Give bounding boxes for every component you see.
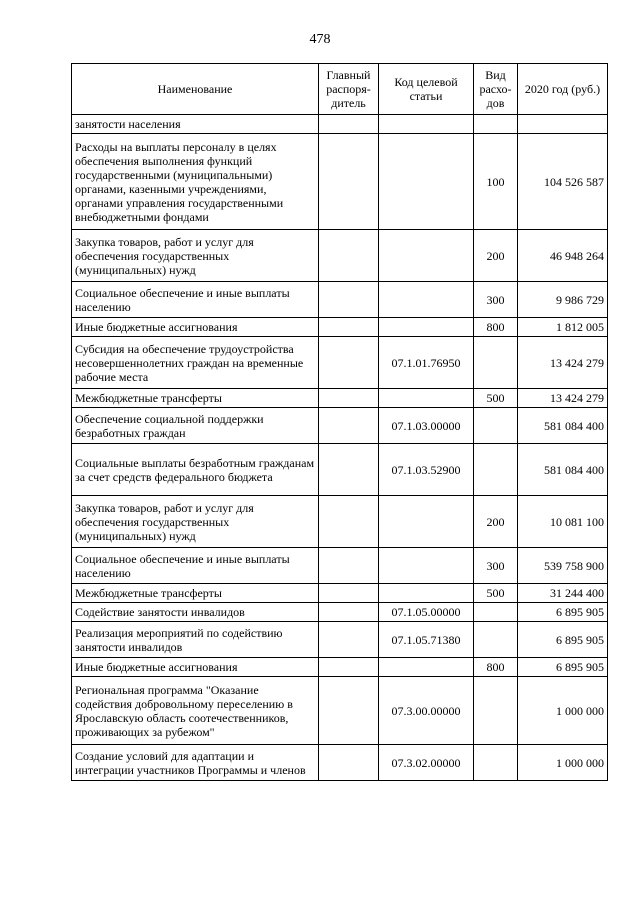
cell-name: Создание условий для адаптации и интеграции участников Программы и членов [72,745,319,781]
cell-amount: 539 758 900 [518,548,608,584]
table-row [72,444,608,496]
cell-kind [474,337,518,389]
cell-kind: 300 [474,282,518,318]
cell-kind: 100 [474,134,518,230]
header-amount: 2020 год (руб.) [518,64,608,115]
budget-table [71,63,608,781]
cell-name: Иные бюджетные ассигнования [72,658,319,677]
table-row [72,134,608,230]
cell-admin [319,603,379,622]
cell-name: Региональная программа "Оказание содействия добровольному переселению в Ярославскую область соотечественников, проживающих за рубежом" [72,677,319,745]
cell-admin [319,282,379,318]
cell-admin [319,677,379,745]
cell-kind [474,603,518,622]
table-row [72,318,608,337]
cell-name: занятости населения [72,115,319,134]
table-row [72,115,608,134]
table-row [72,658,608,677]
cell-name: Межбюджетные трансферты [72,584,319,603]
cell-code [379,282,474,318]
cell-code [379,584,474,603]
cell-code [379,134,474,230]
cell-code [379,115,474,134]
table-row [72,622,608,658]
header-kind: Вид расхо-дов [474,64,518,115]
cell-amount: 31 244 400 [518,584,608,603]
cell-amount: 46 948 264 [518,230,608,282]
cell-admin [319,584,379,603]
cell-kind [474,115,518,134]
cell-amount: 9 986 729 [518,282,608,318]
cell-name: Закупка товаров, работ и услуг для обеспечения государственных (муниципальных) нужд [72,230,319,282]
cell-kind: 800 [474,658,518,677]
cell-code [379,658,474,677]
cell-amount: 104 526 587 [518,134,608,230]
table-row [72,548,608,584]
header-code: Код целевой статьи [379,64,474,115]
cell-admin [319,408,379,444]
cell-code [379,548,474,584]
table-row [72,496,608,548]
cell-code [379,496,474,548]
cell-code: 07.3.02.00000 [379,745,474,781]
page-number: 478 [309,32,331,47]
cell-code [379,389,474,408]
cell-admin [319,548,379,584]
cell-code: 07.1.05.71380 [379,622,474,658]
cell-kind: 500 [474,389,518,408]
cell-name: Социальные выплаты безработным гражданам за счет средств федерального бюджета [72,444,319,496]
cell-amount: 1 000 000 [518,745,608,781]
table-header-row [72,64,608,115]
cell-amount: 6 895 905 [518,622,608,658]
header-name: Наименование [72,64,319,115]
table-row [72,230,608,282]
cell-kind: 200 [474,496,518,548]
cell-amount: 1 812 005 [518,318,608,337]
cell-code: 07.1.03.00000 [379,408,474,444]
cell-admin [319,622,379,658]
cell-code [379,230,474,282]
cell-admin [319,389,379,408]
cell-name: Межбюджетные трансферты [72,389,319,408]
cell-amount: 10 081 100 [518,496,608,548]
cell-admin [319,337,379,389]
cell-name: Социальное обеспечение и иные выплаты населению [72,548,319,584]
table-row [72,677,608,745]
cell-kind: 800 [474,318,518,337]
cell-kind [474,622,518,658]
cell-code: 07.1.03.52900 [379,444,474,496]
cell-amount: 581 084 400 [518,408,608,444]
cell-code [379,318,474,337]
cell-kind: 200 [474,230,518,282]
header-admin: Главный распоря-дитель [319,64,379,115]
cell-name: Социальное обеспечение и иные выплаты населению [72,282,319,318]
cell-admin [319,134,379,230]
cell-name: Обеспечение социальной поддержки безработных граждан [72,408,319,444]
table-row [72,603,608,622]
table-row [72,408,608,444]
cell-kind [474,745,518,781]
cell-kind [474,677,518,745]
table-row [72,337,608,389]
cell-kind [474,444,518,496]
cell-admin [319,115,379,134]
cell-code: 07.1.01.76950 [379,337,474,389]
table-row [72,282,608,318]
cell-amount: 581 084 400 [518,444,608,496]
cell-amount: 13 424 279 [518,337,608,389]
cell-amount: 6 895 905 [518,658,608,677]
cell-kind: 300 [474,548,518,584]
cell-name: Расходы на выплаты персоналу в целях обеспечения выполнения функций государственными (муниципальными) органами, казенными учреждениями, органами управления государственными внебюджетными фондами [72,134,319,230]
table-row [72,584,608,603]
table-row [72,745,608,781]
cell-amount [518,115,608,134]
cell-name: Закупка товаров, работ и услуг для обеспечения государственных (муниципальных) нужд [72,496,319,548]
cell-admin [319,745,379,781]
cell-amount: 1 000 000 [518,677,608,745]
cell-admin [319,658,379,677]
cell-admin [319,318,379,337]
cell-kind [474,408,518,444]
cell-name: Реализация мероприятий по содействию занятости инвалидов [72,622,319,658]
cell-admin [319,230,379,282]
cell-name: Иные бюджетные ассигнования [72,318,319,337]
table-row [72,389,608,408]
cell-code: 07.3.00.00000 [379,677,474,745]
cell-admin [319,496,379,548]
cell-kind: 500 [474,584,518,603]
cell-amount: 13 424 279 [518,389,608,408]
cell-name: Субсидия на обеспечение трудоустройства несовершеннолетних граждан на временные рабочие места [72,337,319,389]
cell-admin [319,444,379,496]
cell-name: Содействие занятости инвалидов [72,603,319,622]
cell-code: 07.1.05.00000 [379,603,474,622]
cell-amount: 6 895 905 [518,603,608,622]
